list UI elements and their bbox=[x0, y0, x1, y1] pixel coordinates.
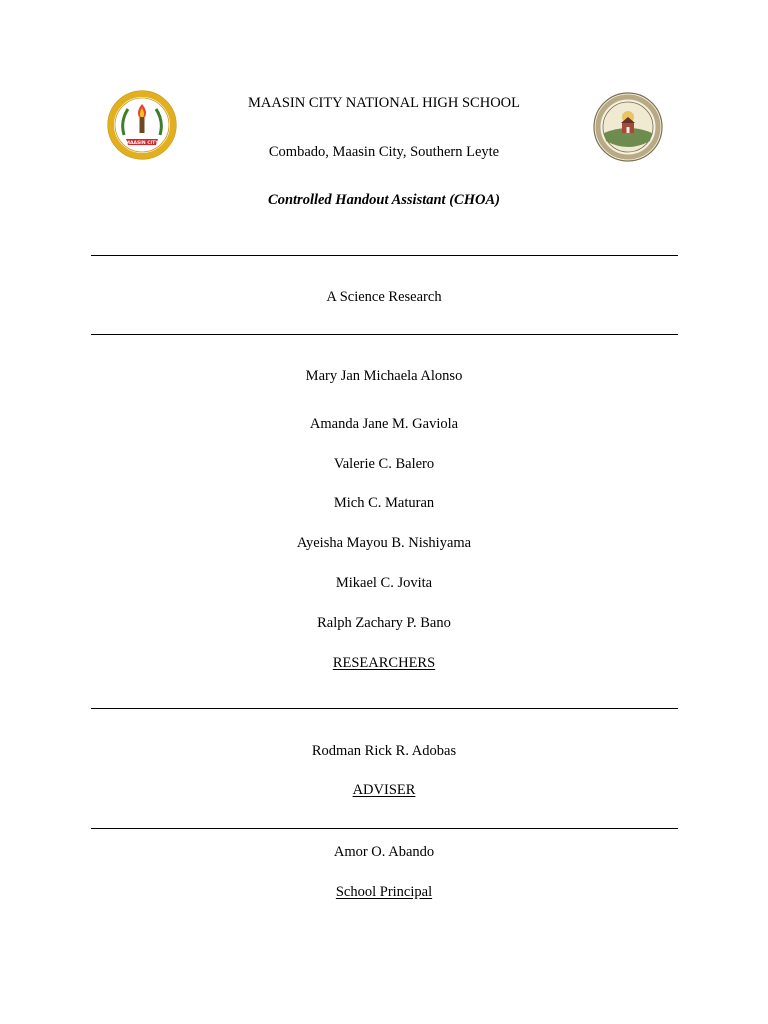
researcher-name: Mary Jan Michaela Alonso bbox=[305, 368, 463, 384]
adviser-label: ADVISER bbox=[352, 782, 416, 798]
researcher-name: Mich C. Maturan bbox=[333, 495, 435, 511]
researcher-name: Valerie C. Balero bbox=[333, 456, 435, 472]
researcher-name: Ayeisha Mayou B. Nishiyama bbox=[296, 535, 472, 551]
svg-text:MAASIN CITY: MAASIN CITY bbox=[125, 141, 159, 146]
project-title: Controlled Handout Assistant (CHOA) bbox=[268, 192, 500, 208]
school-name: MAASIN CITY NATIONAL HIGH SCHOOL bbox=[248, 95, 520, 111]
research-type: A Science Research bbox=[326, 289, 442, 305]
researcher-name: Ralph Zachary P. Bano bbox=[317, 615, 451, 631]
adviser-name: Rodman Rick R. Adobas bbox=[311, 743, 457, 759]
divider-2 bbox=[91, 334, 678, 335]
school-address: Combado, Maasin City, Southern Leyte bbox=[268, 144, 500, 160]
divider-4 bbox=[91, 828, 678, 829]
divider-3 bbox=[91, 708, 678, 709]
principal-label: School Principal bbox=[335, 884, 433, 900]
researcher-name: Amanda Jane M. Gaviola bbox=[309, 416, 459, 432]
researchers-label: RESEARCHERS bbox=[332, 655, 436, 671]
divider-1 bbox=[91, 255, 678, 256]
principal-name: Amor O. Abando bbox=[333, 844, 435, 860]
researcher-name: Mikael C. Jovita bbox=[335, 575, 433, 591]
